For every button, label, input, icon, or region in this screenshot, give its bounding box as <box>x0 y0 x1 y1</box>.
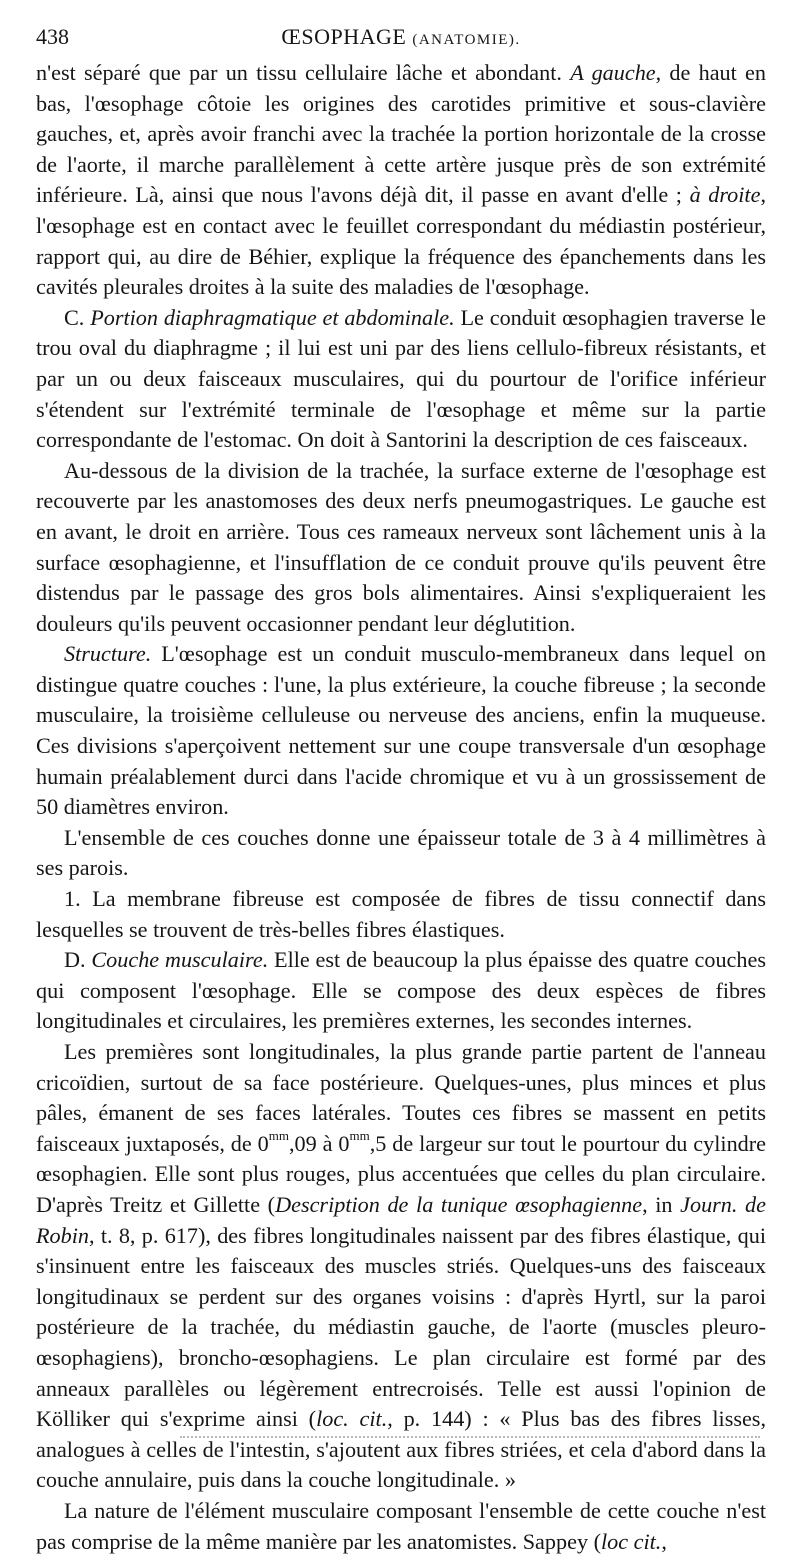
text-run: C. <box>64 304 91 330</box>
superscript-run: mm <box>268 1127 289 1143</box>
page-number: 438 <box>36 24 69 49</box>
text-run: , in <box>642 1191 681 1217</box>
paragraph <box>36 303 766 456</box>
footer-divider <box>180 1436 760 1438</box>
italic-run: Portion diaphragmatique et abdominale. <box>90 304 455 330</box>
text-run: L'ensemble de ces couches donne une épaisseur totale de 3 à 4 millimètres à ses parois. <box>36 824 766 881</box>
text-run: Le conduit œsophagien traverse le trou oval du diaphragme ; il lui est uni par des liens cellulo-fibreux résistants, et par un ou deux faisceaux musculaires, qui du pourtour de l'orifice inférieur s'étendent sur l'extrémité terminale de l'œsophage et même sur la partie correspondante de l'estomac. On doit à Santorini la description de ces faisceaux. <box>36 304 766 453</box>
italic-run: A gauche <box>570 60 656 85</box>
text-run: D. <box>64 947 92 973</box>
italic-run: Journ. de Robin <box>36 1191 767 1248</box>
italic-run: à droite <box>689 182 761 208</box>
text-run: , t. 8, p. 617), des fibres longitudinales naissent par des fibres élastique, qui s'insinuent entre les faisceaux des muscles striés. Quelques-uns des faisceaux longitudinaux se perdent sur des organes voisins : d'après Hyrtl, sur la paroi postérieure de la trachée, du médiastin gauche, de l'aorte (muscles pleuro-œsophagiens), broncho-œsophagiens. Le plan circulaire est formé par des anneaux parallèles ou légèrement entrecroisés. Telle est aussi l'opinion de Kölliker qui s'exprime ainsi ( <box>36 1222 766 1432</box>
italic-run: loc. cit. <box>316 1406 388 1432</box>
text-run: , <box>661 1528 667 1554</box>
italic-run: Structure. <box>64 641 152 667</box>
superscript-run: mm <box>349 1127 370 1143</box>
text-run: , de haut en bas, l'œsophage côtoie les origines des carotides primitive et sous-clavière gauches, et, après avoir franchi avec la trachée la portion horizontale de la crosse de l'aorte, il marche parallèlement à cette artère jusque près de son extrémité inférieure. Là, ainsi que nous l'avons déjà dit, il passe en avant d'elle ; <box>36 60 766 208</box>
paragraph <box>36 884 766 945</box>
running-head-title: ŒSOPHAGE <box>281 24 407 49</box>
text-run: , p. 144) : « Plus bas des fibres lisses, analogues à celles de l'intestin, s'ajoutent aux fibres striées, et cela d'abord dans la couche annulaire, puis dans la couche longitudinale. » <box>36 1406 766 1493</box>
text-run: Elle est de beaucoup la plus épaisse des quatre couches qui composent l'œsophage. Elle se compose des deux espèces de fibres longitudinales et circulaires, les premières externes, les secondes internes. <box>36 947 766 1034</box>
paragraph <box>36 1037 766 1496</box>
paragraph <box>36 1496 766 1557</box>
page-header <box>36 22 766 52</box>
text-run: Les premières sont longitudinales, la plus grande partie partent de l'anneau cricoïdien, surtout de sa face postérieure. Quelques-unes, plus minces et plus pâles, émanent de ses faces latérales. Toutes ces fibres se massent en petits faisceaux juxtaposés, de 0 <box>36 1039 766 1156</box>
text-run: Au-dessous de la division de la trachée, la surface externe de l'œsophage est recouverte par les anastomoses des deux nerfs pneumogastriques. Le gauche est en avant, le droit en arrière. Tous ces rameaux nerveux sont lâchement unis à la surface œsophagienne, et l'insufflation de ce conduit prouve qu'ils peuvent être distendus par le passage des gros bols alimentaires. Ainsi s'expliqueraient les douleurs qu'ils peuvent occasionner pendant leur déglutition. <box>36 457 766 636</box>
paragraph <box>36 58 766 303</box>
running-head-subtitle: (ANATOMIE). <box>412 32 521 48</box>
text-run: n'est séparé que par un tissu cellulaire lâche et abondant. <box>36 60 571 85</box>
paragraph <box>36 639 766 823</box>
paragraph <box>36 945 766 1037</box>
italic-run: Description de la tunique œsophagienne <box>275 1191 643 1217</box>
text-run: ,5 de largeur sur tout le pourtour du cylindre œsophagien. Elle sont plus rouges, plus accentuées que celles du plan circulaire. D'après Treitz et Gillette ( <box>36 1130 766 1217</box>
italic-run: loc cit. <box>600 1528 662 1554</box>
text-run: , l'œsophage est en contact avec le feuillet correspondant du médiastin postérieur, rapport qui, au dire de Béhier, explique la fréquence des épanchements dans les cavités pleurales droites à la suite des maladies de l'œsophage. <box>36 182 766 300</box>
italic-run: Couche musculaire. <box>91 947 269 973</box>
text-run: La nature de l'élément musculaire composant l'ensemble de cette couche n'est pas comprise de la même manière par les anatomistes. Sappey ( <box>36 1497 766 1554</box>
text-run: 1. La membrane fibreuse est composée de fibres de tissu connectif dans lesquelles se trouvent de très-belles fibres élastiques. <box>36 886 766 942</box>
text-run: L'œsophage est un conduit musculo-membraneux dans lequel on distingue quatre couches : l'une, la plus extérieure, la couche fibreuse ; la seconde musculaire, la troisième celluleuse ou nerveuse des anciens, enfin la muqueuse. Ces divisions s'aperçoivent nettement sur une coupe transversale d'un œsophage humain préalablement durci dans l'acide chromique et vu à un grossissement de 50 diamètres environ. <box>36 641 766 820</box>
text-run: ,09 à 0 <box>289 1130 350 1156</box>
paragraph <box>36 823 766 884</box>
running-head <box>36 22 766 55</box>
paragraph <box>36 456 766 640</box>
body-text <box>36 58 766 1557</box>
